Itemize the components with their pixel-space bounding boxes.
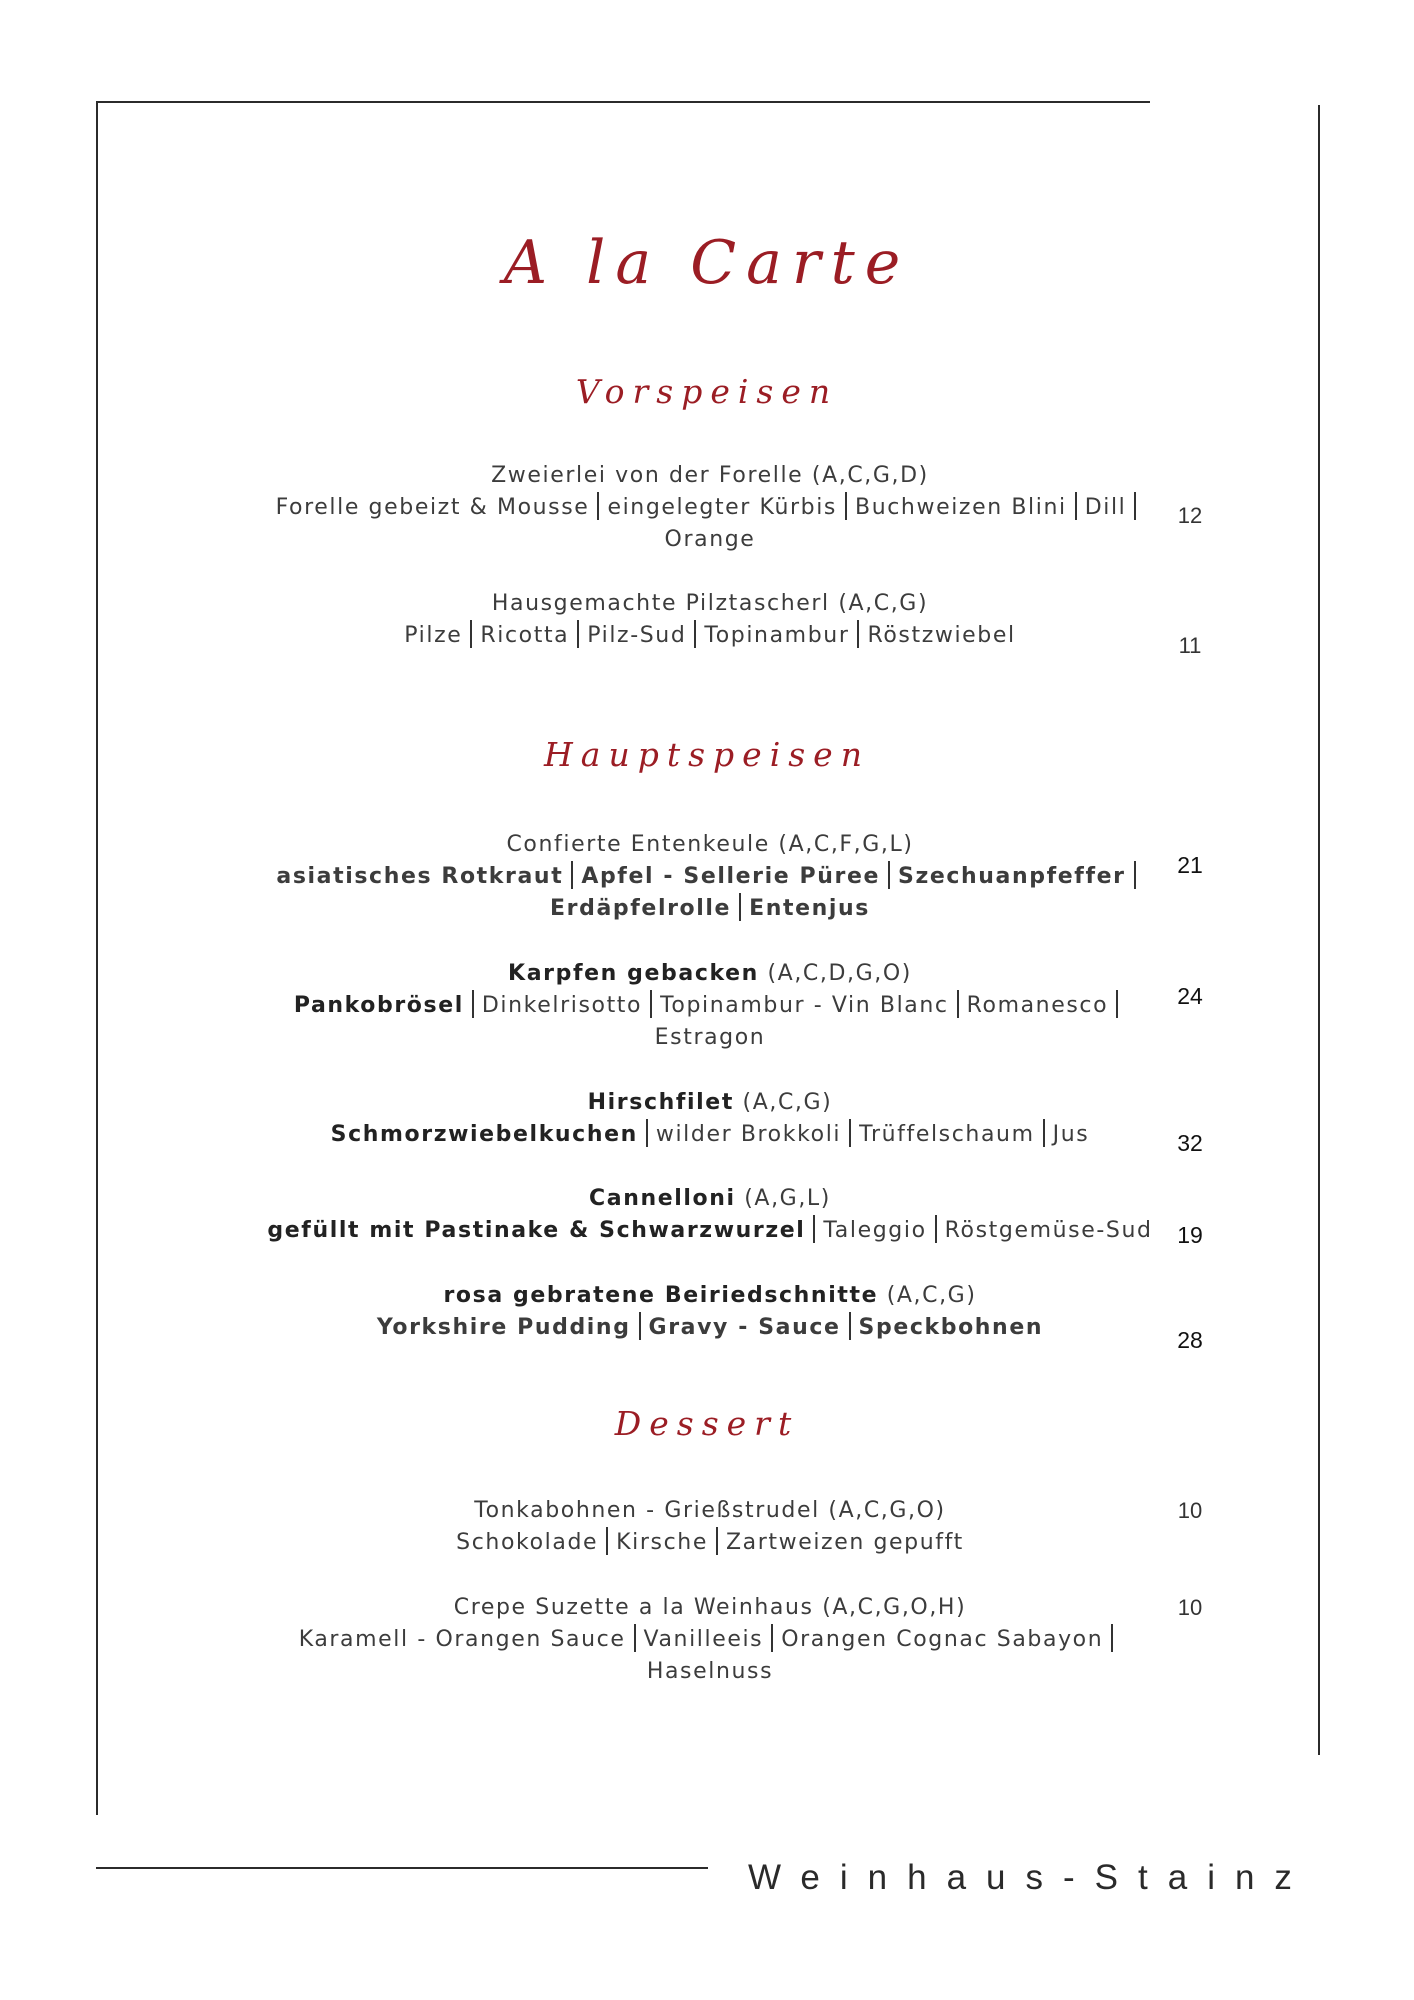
dish-components (260, 1527, 1160, 1559)
component: wilder Brokkoli (655, 1122, 842, 1147)
separator (472, 990, 474, 1018)
separator (634, 1624, 636, 1652)
component: Röstgemüse-Sud (944, 1218, 1153, 1243)
dish-title: Crepe Suzette a la Weinhaus (A,C,G,O,H) (453, 1595, 967, 1620)
component: Forelle gebeizt & Mousse (275, 495, 590, 520)
dish-title: Confierte Entenkeule (A,C,F,G,L) (506, 832, 914, 857)
component: Yorkshire Pudding (376, 1315, 631, 1340)
section-title-hauptspeisen: Hauptspeisen (544, 735, 870, 774)
dish-components (260, 1215, 1160, 1247)
allergens: (A,C,G) (886, 1283, 977, 1308)
dish-title (260, 1280, 1160, 1312)
component: Karamell - Orangen Sauce (298, 1627, 626, 1652)
component: Pilze (404, 623, 463, 648)
dish-pilztascherl (260, 588, 1160, 652)
component: Romanesco (966, 993, 1109, 1018)
price-crepe-suzette: 10 (1177, 1595, 1203, 1620)
component: Dill (1084, 495, 1127, 520)
dish-cannelloni (260, 1183, 1160, 1247)
dish-components (260, 1624, 1160, 1656)
price-hirschfilet: 32 (1177, 1130, 1203, 1156)
dish-components (260, 1312, 1160, 1344)
dish-name: rosa gebratene Beiriedschnitte (443, 1283, 879, 1308)
dish-components (260, 861, 1160, 893)
separator (606, 1527, 608, 1555)
price-forelle: 12 (1177, 503, 1203, 528)
dish-components (260, 1119, 1160, 1151)
allergens: (A,G,L) (744, 1186, 831, 1211)
component: Kirsche (616, 1530, 708, 1555)
component: eingelegter Kürbis (607, 495, 837, 520)
dish-title: Hausgemachte Pilztascherl (A,C,G) (491, 591, 929, 616)
dish-components-cont (260, 893, 1160, 925)
price-beiriedschnitte: 28 (1177, 1327, 1203, 1353)
component: Gravy - Sauce (648, 1315, 841, 1340)
component: Pilz-Sud (587, 623, 687, 648)
component: Apfel - Sellerie Püree (581, 864, 880, 889)
dish-title: Tonkabohnen - Grießstrudel (A,C,G,O) (474, 1498, 946, 1523)
separator (1111, 1624, 1113, 1652)
separator (771, 1624, 773, 1652)
price-karpfen: 24 (1177, 983, 1203, 1009)
separator (845, 492, 847, 520)
footer-brand: Weinhaus-Stainz (748, 1858, 1312, 1897)
separator (639, 1312, 641, 1340)
section-title-dessert: Dessert (614, 1404, 800, 1443)
dish-title (260, 958, 1160, 990)
component: Pankobrösel (293, 993, 464, 1018)
separator (1116, 990, 1118, 1018)
separator (935, 1215, 937, 1243)
separator (1075, 492, 1077, 520)
footer-line (96, 1867, 708, 1869)
dish-crepe-suzette (260, 1592, 1160, 1688)
frame-left-line (96, 101, 98, 1815)
component: Schokolade (456, 1530, 599, 1555)
separator (1043, 1119, 1045, 1147)
dish-name: Karpfen gebacken (508, 961, 759, 986)
component: Speckbohnen (858, 1315, 1044, 1340)
component: Dinkelrisotto (481, 993, 643, 1018)
dish-title (260, 1087, 1160, 1119)
component: Topinambur (704, 623, 850, 648)
dish-entenkeule (260, 829, 1160, 925)
component: Jus (1052, 1122, 1090, 1147)
dish-components (260, 620, 1160, 652)
dish-karpfen (260, 958, 1160, 1054)
separator (694, 620, 696, 648)
frame-top-line (96, 101, 1150, 103)
separator (1134, 492, 1136, 520)
dish-components-cont: Orange (664, 527, 756, 552)
separator (849, 1119, 851, 1147)
component: Zartweizen gepufft (725, 1530, 964, 1555)
component: Entenjus (749, 896, 870, 921)
dish-hirschfilet (260, 1087, 1160, 1151)
component: Erdäpfelrolle (550, 896, 732, 921)
dish-components-cont: Estragon (654, 1025, 766, 1050)
component: Trüffelschaum (859, 1122, 1035, 1147)
component: Röstzwiebel (867, 623, 1016, 648)
separator (646, 1119, 648, 1147)
dish-tonkabohnen (260, 1495, 1160, 1559)
component: Schmorzwiebelkuchen (330, 1122, 638, 1147)
separator (577, 620, 579, 648)
separator (571, 861, 573, 889)
separator (888, 861, 890, 889)
section-title-vorspeisen: Vorspeisen (575, 372, 839, 411)
allergens: (A,C,G) (742, 1090, 833, 1115)
menu-title: A la Carte (503, 228, 911, 298)
component: Buchweizen Blini (855, 495, 1067, 520)
separator (597, 492, 599, 520)
component: Szechuanpfeffer (898, 864, 1126, 889)
dish-forelle (260, 460, 1160, 556)
price-pilztascherl: 11 (1178, 633, 1202, 658)
component: Vanilleeis (643, 1627, 764, 1652)
dish-title: Zweierlei von der Forelle (A,C,G,D) (491, 463, 929, 488)
separator (1134, 861, 1136, 889)
separator (849, 1312, 851, 1340)
frame-right-line (1318, 105, 1320, 1755)
price-cannelloni: 19 (1177, 1222, 1203, 1248)
dish-beiriedschnitte (260, 1280, 1160, 1344)
separator (957, 990, 959, 1018)
dish-name: Hirschfilet (587, 1090, 734, 1115)
component: Orangen Cognac Sabayon (781, 1627, 1104, 1652)
component: gefüllt mit Pastinake & Schwarzwurzel (267, 1218, 806, 1243)
separator (650, 990, 652, 1018)
dish-components (260, 990, 1160, 1022)
dish-name: Cannelloni (589, 1186, 736, 1211)
component: Ricotta (480, 623, 570, 648)
separator (739, 893, 741, 921)
price-tonkabohnen: 10 (1177, 1498, 1203, 1523)
separator (470, 620, 472, 648)
dish-components-cont: Haselnuss (646, 1659, 774, 1684)
component: asiatisches Rotkraut (276, 864, 564, 889)
component: Taleggio (823, 1218, 927, 1243)
separator (857, 620, 859, 648)
dish-title (260, 1183, 1160, 1215)
separator (716, 1527, 718, 1555)
separator (813, 1215, 815, 1243)
price-entenkeule: 21 (1177, 852, 1203, 878)
dish-components (260, 492, 1160, 524)
component: Topinambur - Vin Blanc (660, 993, 949, 1018)
allergens: (A,C,D,G,O) (767, 961, 912, 986)
